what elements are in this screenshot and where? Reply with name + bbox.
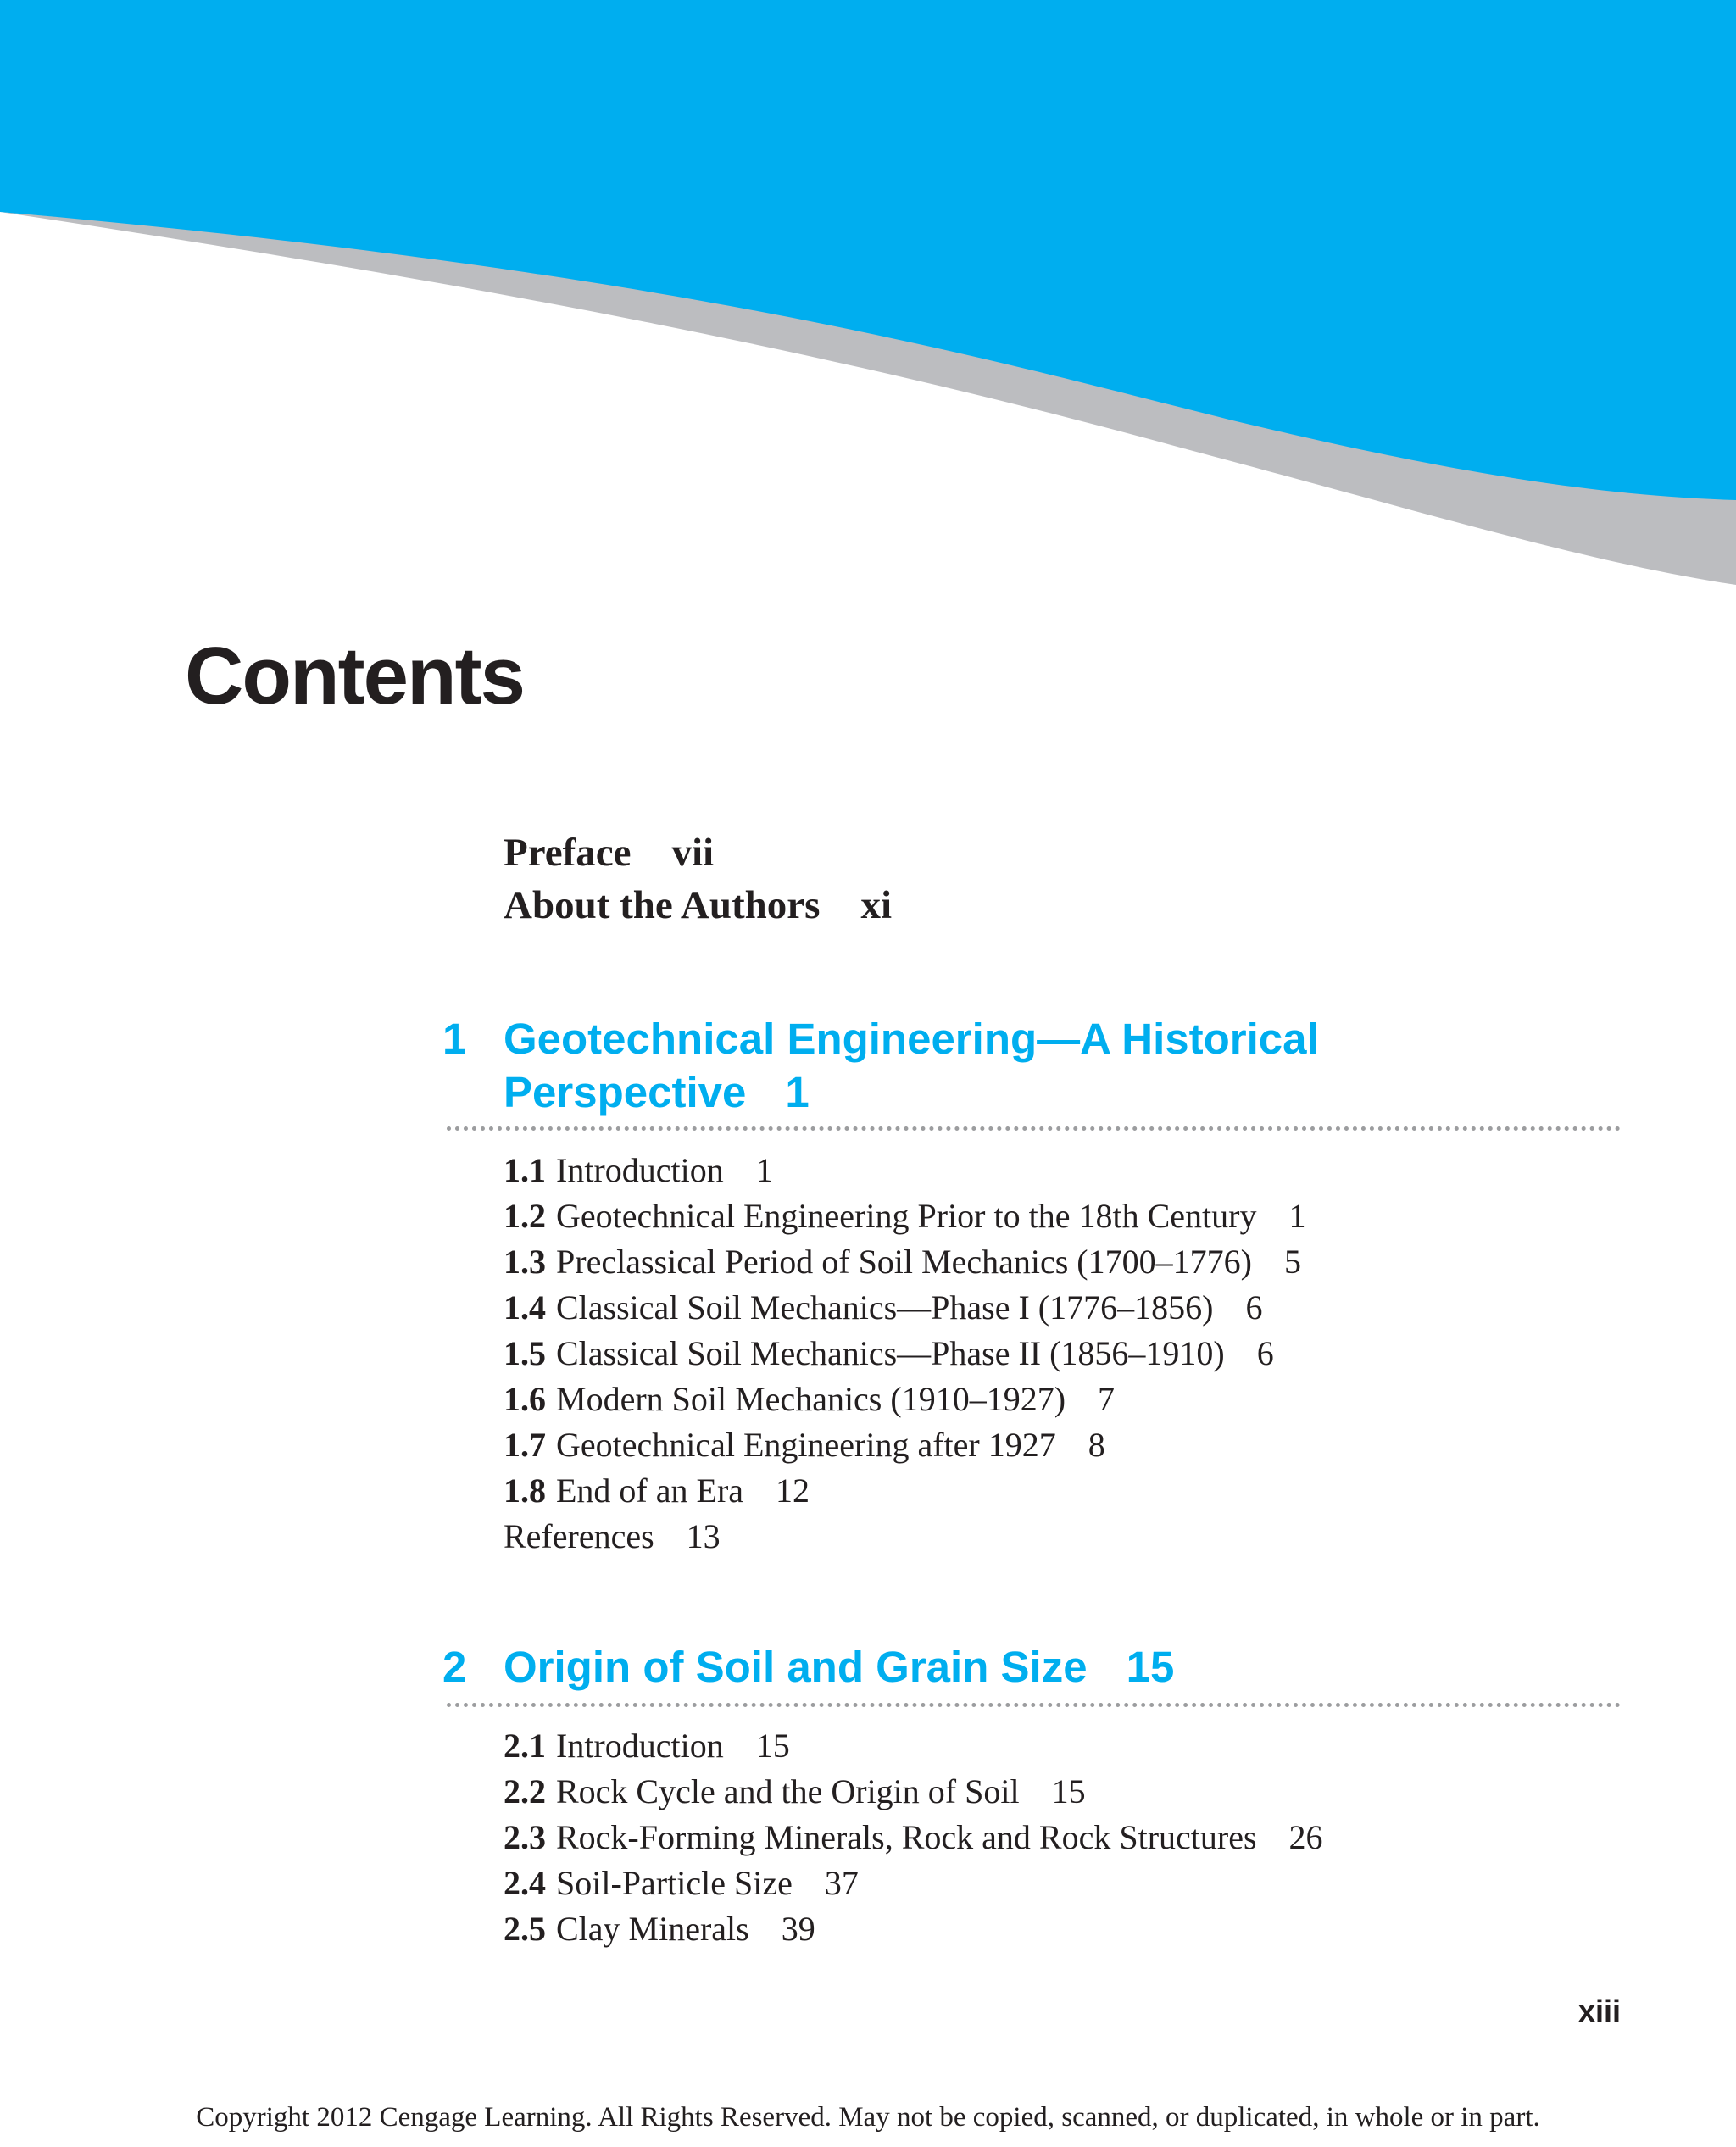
header-banner [0, 0, 1736, 593]
toc-entry[interactable] [504, 1148, 1305, 1193]
section-number: 2.2 [504, 1772, 546, 1810]
chapter-title-line [504, 1065, 1470, 1119]
page-folio: xiii [1577, 1994, 1621, 2028]
section-title: Rock Cycle and the Origin of Soil [556, 1772, 1020, 1810]
section-number: 1.1 [504, 1151, 546, 1189]
page-title: Contents [185, 631, 524, 721]
entry-title: Preface [504, 831, 632, 875]
section-title: Geotechnical Engineering Prior to the 18th Century [556, 1197, 1257, 1235]
toc-entry[interactable] [504, 1815, 1323, 1861]
chapter-1-sections [504, 1148, 1305, 1560]
toc-entry[interactable] [504, 1193, 1305, 1239]
entry-title: About the Authors [504, 883, 821, 927]
chapter-title-line: Geotechnical Engineering—A Historical [504, 1015, 1319, 1063]
front-matter-list [504, 826, 892, 932]
section-page: 6 [1256, 1334, 1274, 1372]
chapter-number: 1 [442, 1015, 467, 1063]
section-number: 2.5 [504, 1910, 546, 1948]
toc-entry[interactable] [504, 1377, 1305, 1422]
section-title: Clay Minerals [556, 1910, 749, 1948]
toc-entry-about-authors[interactable] [504, 879, 892, 932]
toc-entry[interactable] [504, 1422, 1305, 1468]
section-number: 1.6 [504, 1380, 546, 1418]
section-number: 1.8 [504, 1471, 546, 1510]
section-title: Classical Soil Mechanics—Phase II (1856–1910) [556, 1334, 1225, 1372]
chapter-title-text: Perspective [504, 1068, 747, 1116]
chapter-title-text: Origin of Soil and Grain Size [504, 1643, 1088, 1691]
copyright-notice: Copyright 2012 Cengage Learning. All Rights Reserved. May not be copied, scanned, or duplicated, in whole or in part. [196, 2102, 1540, 2133]
toc-entry[interactable] [504, 1285, 1305, 1331]
entry-page: xi [860, 883, 893, 927]
toc-entry[interactable] [504, 1906, 1323, 1952]
section-number: 2.4 [504, 1864, 546, 1902]
toc-entry[interactable] [504, 1723, 1323, 1769]
chapter-2-divider [447, 1703, 1621, 1707]
toc-entry[interactable] [504, 1239, 1305, 1285]
section-page: 37 [824, 1864, 859, 1902]
section-page: 1 [1288, 1197, 1306, 1235]
toc-entry-preface[interactable] [504, 826, 892, 879]
chapter-title [504, 1640, 1470, 1694]
references-page: 13 [686, 1517, 721, 1555]
toc-entry-references[interactable] [504, 1514, 1305, 1560]
section-title: Introduction [556, 1727, 724, 1765]
section-number: 1.4 [504, 1288, 546, 1327]
section-title: End of an Era [556, 1471, 744, 1510]
section-number: 1.3 [504, 1243, 546, 1281]
section-number: 1.7 [504, 1426, 546, 1464]
section-title: Rock-Forming Minerals, Rock and Rock Structures [556, 1818, 1257, 1856]
section-page: 15 [1051, 1772, 1086, 1810]
chapter-title [504, 1012, 1470, 1119]
section-title: Preclassical Period of Soil Mechanics (1700–1776) [556, 1243, 1252, 1281]
section-page: 39 [781, 1910, 815, 1948]
chapter-page: 15 [1126, 1643, 1175, 1691]
chapter-page: 1 [785, 1068, 810, 1116]
section-page: 26 [1288, 1818, 1323, 1856]
section-title: Modern Soil Mechanics (1910–1927) [556, 1380, 1066, 1418]
toc-entry[interactable] [504, 1468, 1305, 1514]
section-page: 8 [1088, 1426, 1105, 1464]
section-page: 6 [1245, 1288, 1263, 1327]
section-page: 12 [776, 1471, 810, 1510]
toc-entry[interactable] [504, 1769, 1323, 1815]
section-number: 2.1 [504, 1727, 546, 1765]
section-page: 1 [755, 1151, 773, 1189]
references-label: References [504, 1517, 654, 1555]
chapter-number: 2 [442, 1643, 467, 1691]
chapter-1-divider [447, 1126, 1621, 1131]
chapter-title-line [504, 1640, 1470, 1694]
toc-entry[interactable] [504, 1331, 1305, 1377]
section-number: 1.2 [504, 1197, 546, 1235]
section-title: Classical Soil Mechanics—Phase I (1776–1856) [556, 1288, 1214, 1327]
section-page: 5 [1283, 1243, 1301, 1281]
section-title: Soil-Particle Size [556, 1864, 793, 1902]
section-title: Geotechnical Engineering after 1927 [556, 1426, 1056, 1464]
section-number: 1.5 [504, 1334, 546, 1372]
toc-entry[interactable] [504, 1861, 1323, 1906]
section-number: 2.3 [504, 1818, 546, 1856]
section-page: 7 [1098, 1380, 1116, 1418]
chapter-2-sections [504, 1723, 1323, 1952]
entry-page: vii [671, 831, 715, 875]
section-title: Introduction [556, 1151, 724, 1189]
section-page: 15 [755, 1727, 790, 1765]
